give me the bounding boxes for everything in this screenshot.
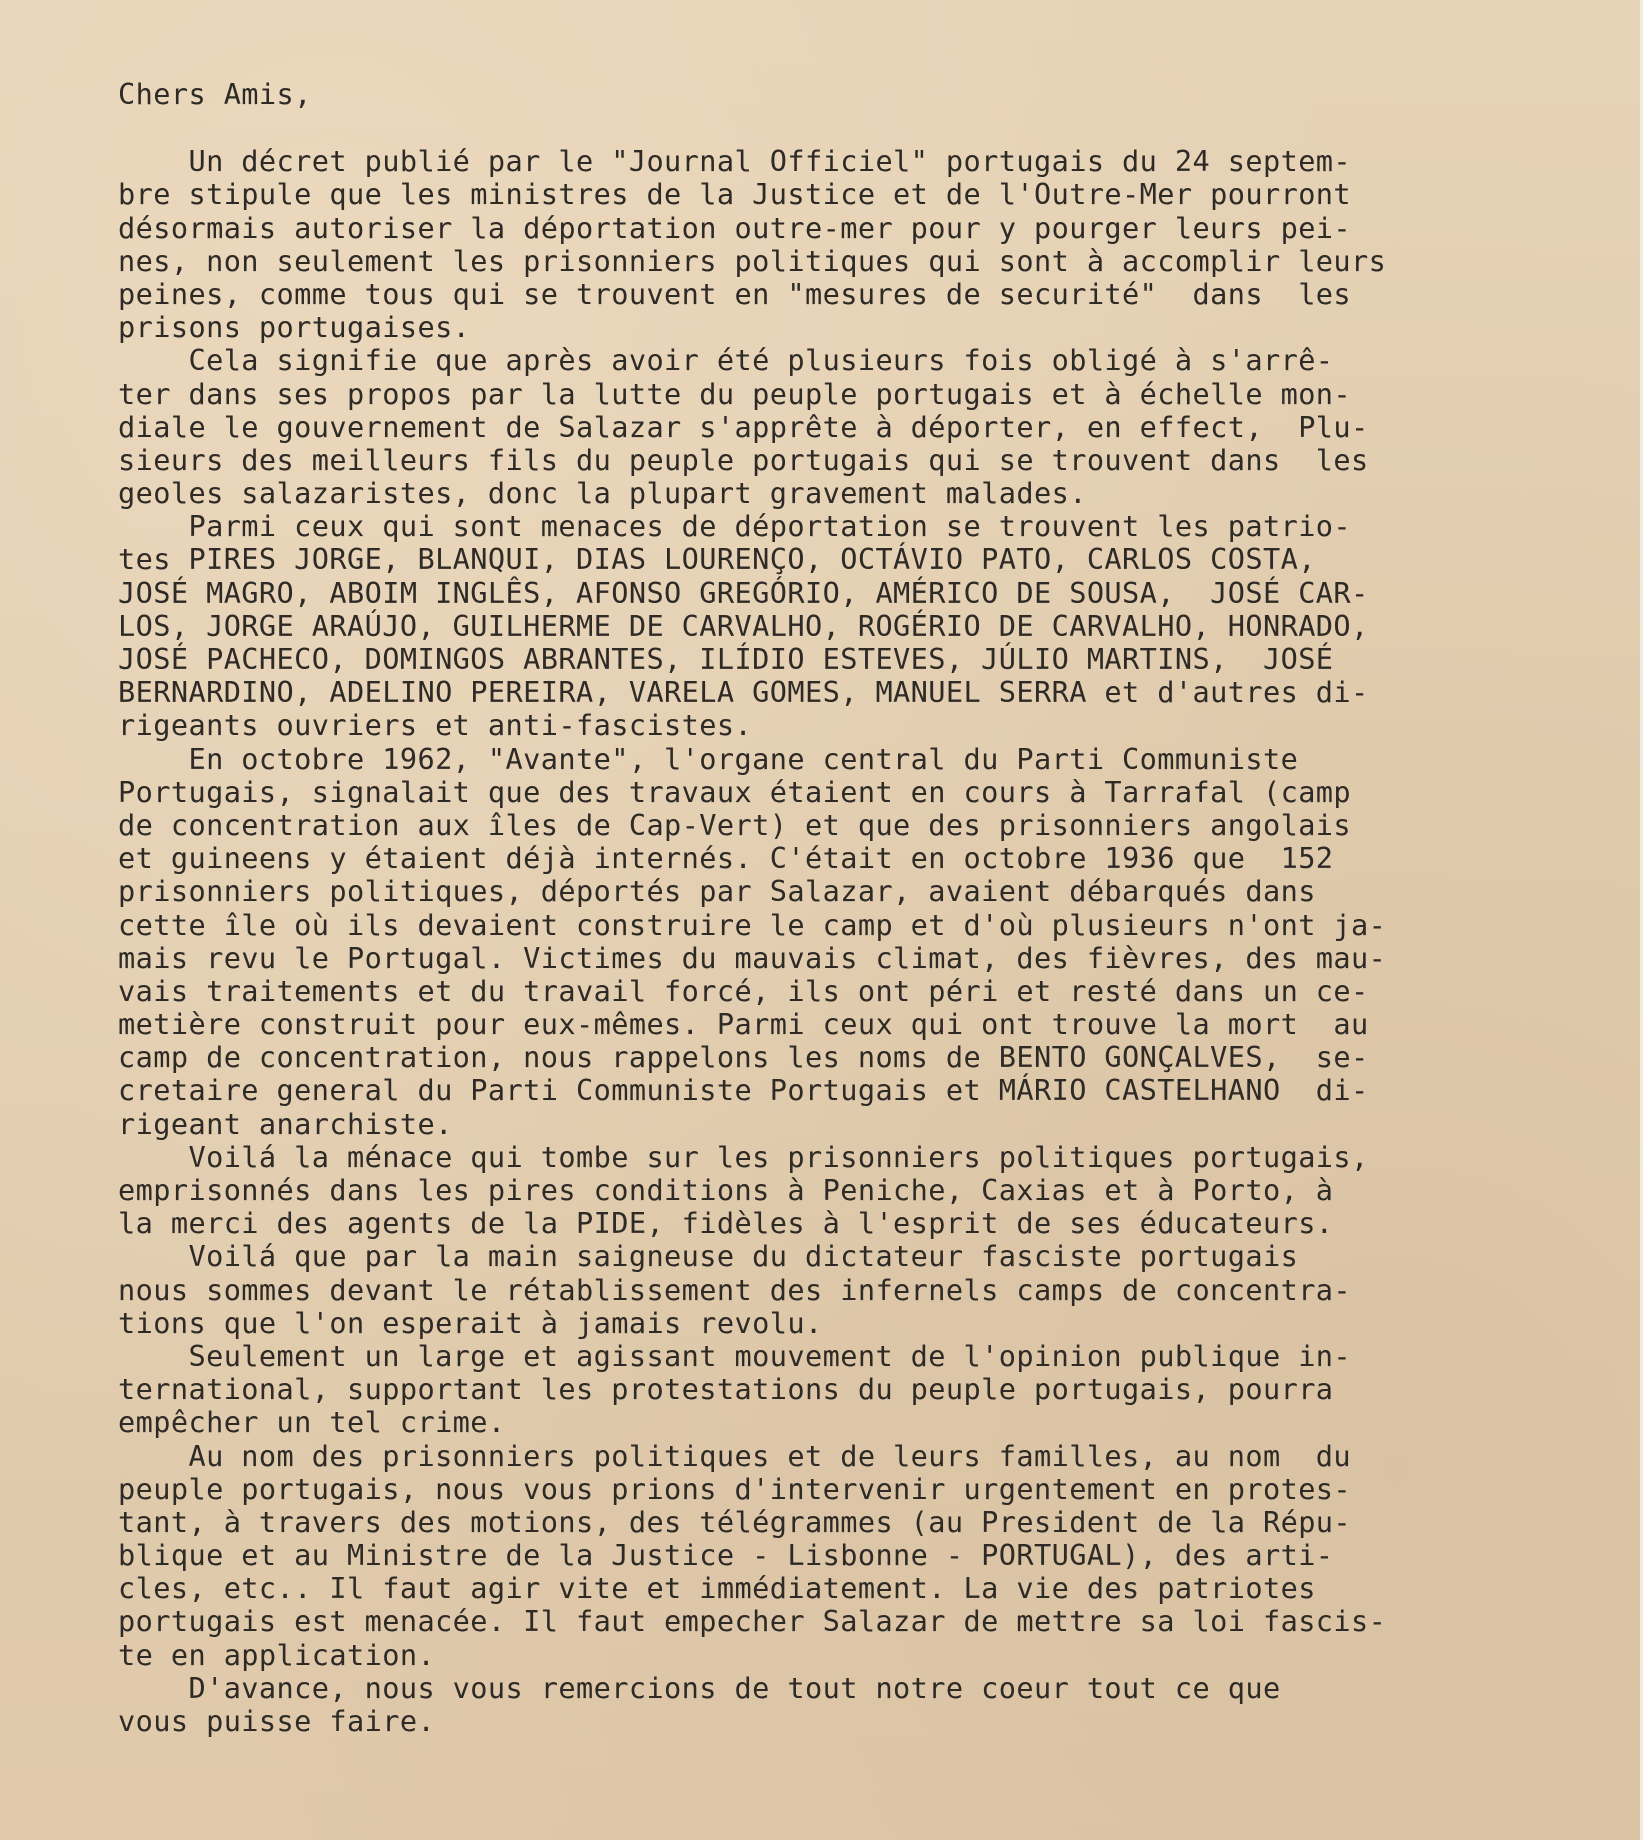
letter-line: te en application. xyxy=(118,1637,436,1672)
letter-line: diale le gouvernement de Salazar s'apprête à déporter, en effect, Plu- xyxy=(118,409,1369,444)
letter-line: Cela signifie que après avoir été plusieurs fois obligé à s'arrê- xyxy=(118,343,1334,378)
letter-line: Un décret publié par le "Journal Officiel" portugais du 24 septem- xyxy=(118,144,1352,179)
letter-line: ter dans ses propos par la lutte du peuple portugais et à échelle mon- xyxy=(118,376,1352,411)
letter-line: nous sommes devant le rétablissement des infernels camps de concentra- xyxy=(118,1272,1352,1307)
letter-line: En octobre 1962, "Avante", l'organe central du Parti Communiste xyxy=(118,741,1299,776)
letter-line: Seulement un large et agissant mouvement de l'opinion publique in- xyxy=(118,1338,1352,1373)
letter-line: JOSÉ PACHECO, DOMINGOS ABRANTES, ILÍDIO ESTEVES, JÚLIO MARTINS, JOSÉ xyxy=(118,642,1334,677)
letter-line: Voilá la ménace qui tombe sur les prisonniers politiques portugais, xyxy=(118,1139,1369,1174)
letter-line: JOSÉ MAGRO, ABOIM INGLÊS, AFONSO GREGÓRIO, AMÉRICO DE SOUSA, JOSÉ CAR- xyxy=(118,575,1369,610)
letter-line: tant, à travers des motions, des télégrammes (au President de la Répu- xyxy=(118,1504,1352,1539)
letter-line: rigeants ouvriers et anti-fascistes. xyxy=(118,708,753,743)
letter-line: sieurs des meilleurs fils du peuple portugais qui se trouvent dans les xyxy=(118,442,1369,477)
letter-line: LOS, JORGE ARAÚJO, GUILHERME DE CARVALHO, ROGÉRIO DE CARVALHO, HONRADO, xyxy=(118,608,1369,643)
typewritten-letter xyxy=(118,78,1538,1738)
letter-line: tions que l'on esperait à jamais revolu. xyxy=(118,1305,823,1340)
letter-line: cles, etc.. Il faut agir vite et immédiatement. La vie des patriotes xyxy=(118,1571,1316,1606)
letter-line: Parmi ceux qui sont menaces de déportation se trouvent les patrio- xyxy=(118,509,1352,544)
letter-line: et guineens y étaient déjà internés. C'était en octobre 1936 que 152 xyxy=(118,841,1334,876)
letter-line: D'avance, nous vous remercions de tout notre coeur tout ce que xyxy=(118,1670,1281,1705)
letter-line: mais revu le Portugal. Victimes du mauvais climat, des fièvres, des mau- xyxy=(118,940,1387,975)
letter-line: peines, comme tous qui se trouvent en "mesures de securité" dans les xyxy=(118,276,1352,311)
letter-body xyxy=(118,145,1538,1738)
letter-line: portugais est menacée. Il faut empecher Salazar de mettre sa loi fascis- xyxy=(118,1604,1387,1639)
letter-line: Voilá que par la main saigneuse du dictateur fasciste portugais xyxy=(118,1239,1299,1274)
letter-line: BERNARDINO, ADELINO PEREIRA, VARELA GOMES, MANUEL SERRA et d'autres di- xyxy=(118,675,1369,710)
letter-line: cette île où ils devaient construire le camp et d'où plusieurs n'ont ja- xyxy=(118,907,1387,942)
letter-line: Au nom des prisonniers politiques et de leurs familles, au nom du xyxy=(118,1438,1352,1473)
salutation: Chers Amis, xyxy=(118,77,312,111)
letter-line: prisonniers politiques, déportés par Salazar, avaient débarqués dans xyxy=(118,874,1316,909)
letter-line: vais traitements et du travail forcé, ils ont péri et resté dans un ce- xyxy=(118,973,1369,1008)
letter-line: Portugais, signalait que des travaux étaient en cours à Tarrafal (camp xyxy=(118,774,1352,809)
letter-line: emprisonnés dans les pires conditions à Peniche, Caxias et à Porto, à xyxy=(118,1173,1334,1208)
letter-line: camp de concentration, nous rappelons les noms de BENTO GONÇALVES, se- xyxy=(118,1040,1369,1075)
letter-line: bre stipule que les ministres de la Justice et de l'Outre-Mer pourront xyxy=(118,177,1352,212)
letter-line: rigeant anarchiste. xyxy=(118,1106,453,1141)
letter-line: peuple portugais, nous vous prions d'intervenir urgentement en protes- xyxy=(118,1471,1352,1506)
letter-line: ternational, supportant les protestations du peuple portugais, pourra xyxy=(118,1372,1334,1407)
letter-line: blique et au Ministre de la Justice - Lisbonne - PORTUGAL), des arti- xyxy=(118,1538,1334,1573)
letter-line: nes, non seulement les prisonniers politiques qui sont à accomplir leurs xyxy=(118,243,1387,278)
letter-line: tes PIRES JORGE, BLANQUI, DIAS LOURENÇO, OCTÁVIO PATO, CARLOS COSTA, xyxy=(118,542,1316,577)
letter-line: metière construit pour eux-mêmes. Parmi ceux qui ont trouve la mort au xyxy=(118,1007,1369,1042)
letter-line: de concentration aux îles de Cap-Vert) et que des prisonniers angolais xyxy=(118,807,1352,842)
letter-line: cretaire general du Parti Communiste Portugais et MÁRIO CASTELHANO di- xyxy=(118,1073,1369,1108)
letter-line: prisons portugaises. xyxy=(118,310,471,345)
letter-line: désormais autoriser la déportation outre-mer pour y pourger leurs pei- xyxy=(118,210,1352,245)
letter-line: la merci des agents de la PIDE, fidèles à l'esprit de ses éducateurs. xyxy=(118,1206,1334,1241)
letter-line: geoles salazaristes, donc la plupart gravement malades. xyxy=(118,476,1087,511)
letter-line: empêcher un tel crime. xyxy=(118,1405,506,1440)
letter-line: vous puisse faire. xyxy=(118,1704,436,1739)
